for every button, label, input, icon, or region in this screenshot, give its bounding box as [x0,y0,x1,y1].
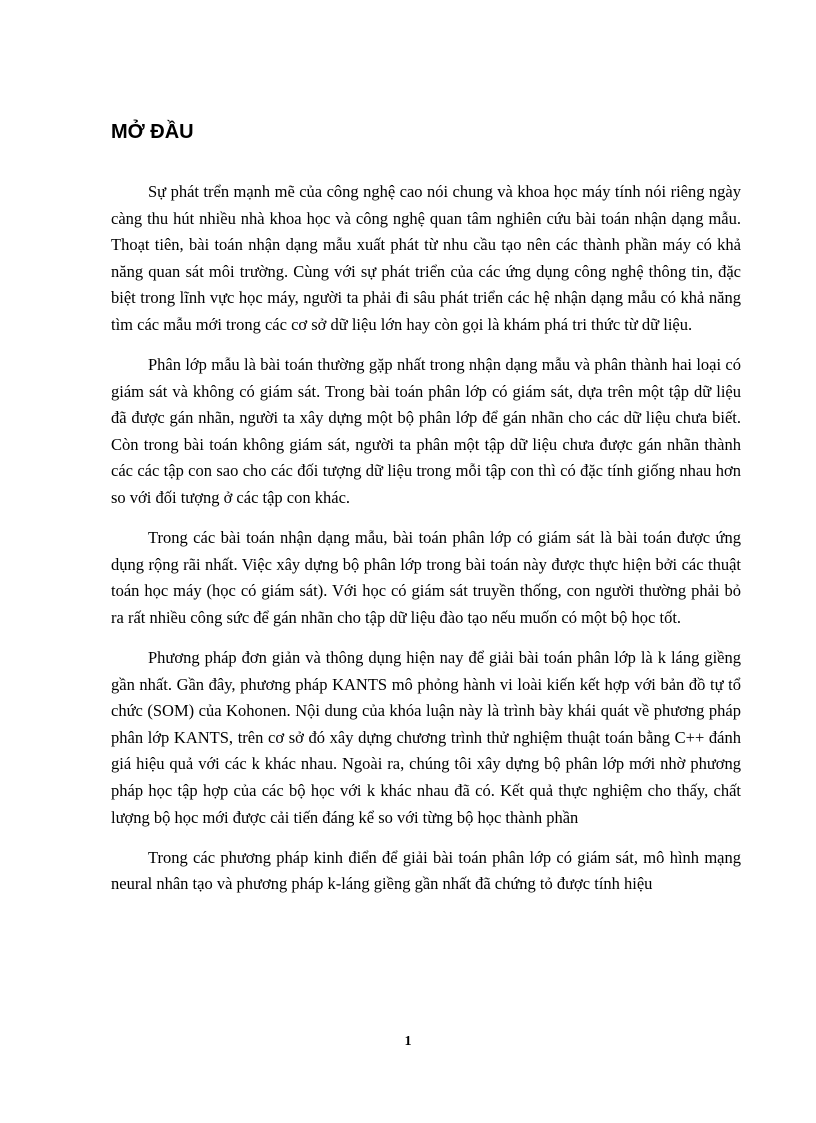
paragraph-5: Trong các phương pháp kinh điển để giải bài toán phân lớp có giám sát, mô hình mạng neural nhân tạo và phương pháp k-láng giềng gần nhất đã chứng tỏ được tính hiệu [111,847,741,894]
paragraph-3: Trong các bài toán nhận dạng mẫu, bài toán phân lớp có giám sát là bài toán được ứng dụng rộng rãi nhất. Việc xây dựng bộ phân lớp trong bài toán này được thực hiện bởi các thuật toán học máy (học có giám sát). Với học có giám sát truyền thống, con người thường phải bỏ ra rất nhiều công sức để gán nhãn cho tập dữ liệu đào tạo nếu muốn có một bộ học tốt. [111,528,741,627]
section-heading: MỞ ĐẦU [111,121,194,143]
paragraph-2: Phân lớp mẫu là bài toán thường gặp nhất trong nhận dạng mẫu và phân thành hai loại có giám sát và không có giám sát. Trong bài toán phân lớp có giám sát, dựa trên một tập dữ liệu đã được gán nhãn, người ta xây dựng một bộ phân lớp để gán nhãn cho các dữ liệu chưa biết. Còn trong bài toán không giám sát, người ta phân một tập dữ liệu chưa được gán nhãn thành các các tập con sao cho các đối tượng dữ liệu trong mỗi tập con thì có đặc tính giống nhau hơn so với đối tượng ở các tập con khác. [111,355,741,508]
paragraph-4: Phương pháp đơn giản và thông dụng hiện nay để giải bài toán phân lớp là k láng giềng gần nhất. Gần đây, phương pháp KANTS mô phỏng hành vi loài kiến kết hợp với bản đồ tự tổ chức (SOM) của Kohonen. Nội dung của khóa luận này là trình bày khái quát về phương pháp phân lớp KANTS, trên cơ sở đó xây dựng chương trình thử nghiệm thuật toán bằng C++ đánh giá hiệu quả với các k khác nhau. Ngoài ra, chúng tôi xây dựng bộ phân lớp mới nhờ phương pháp học tập hợp của các bộ học với k khác nhau đã có. Kết quả thực nghiệm cho thấy, chất lượng bộ học mới được cải tiến đáng kể so với từng bộ học thành phần [111,648,741,827]
page-number: 1 [404,1034,412,1049]
paragraph-1: Sự phát trển mạnh mẽ của công nghệ cao nói chung và khoa học máy tính nói riêng ngày càng thu hút nhiều nhà khoa học và công nghệ quan tâm nghiên cứu bài toán nhận dạng mẫu. Thoạt tiên, bài toán nhận dạng mẫu xuất phát từ nhu cầu tạo nên các thành phần máy có khả năng quan sát môi trường. Cùng với sự phát triển của các ứng dụng công nghệ thông tin, đặc biệt trong lĩnh vực học máy, người ta phải đi sâu phát triển các hệ nhận dạng mẫu có khả năng tìm các mẫu mới trong các cơ sở dữ liệu lớn hay còn gọi là khám phá tri thức từ dữ liệu. [111,182,741,334]
body-text [111,179,741,911]
